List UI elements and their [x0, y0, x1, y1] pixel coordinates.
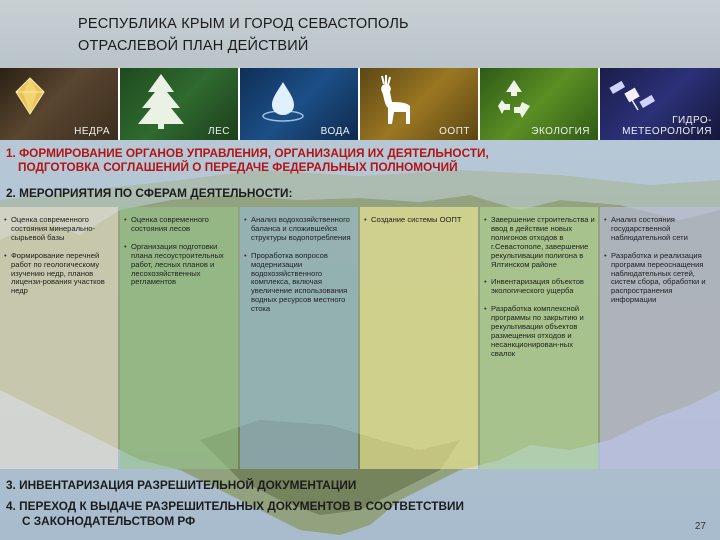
list-item: • Инвентаризация объектов экологического ущерба	[484, 278, 595, 296]
page-number: 27	[694, 521, 706, 532]
water-drop-icon	[258, 76, 308, 126]
slide-title-line-2: ОТРАСЛЕВОЙ ПЛАН ДЕЙСТВИЙ	[78, 38, 309, 54]
point-1	[6, 147, 706, 174]
point-2: 2. МЕРОПРИЯТИЯ ПО СФЕРАМ ДЕЯТЕЛЬНОСТИ:	[6, 186, 293, 200]
column-oopt	[360, 207, 478, 469]
column-nedra	[0, 207, 118, 469]
crystal-icon	[10, 76, 50, 116]
list-item: • Анализ состояния государственной наблюдательной сети	[604, 216, 717, 243]
column-oopt-list	[360, 207, 478, 234]
tile-nedra	[0, 68, 118, 140]
point-4-line-2: С ЗАКОНОДАТЕЛЬСТВОМ РФ	[22, 514, 196, 528]
tile-label-oopt: ООПТ	[439, 126, 470, 137]
list-item: • Организация подготовки плана лесоустроительных работ, лесных планов и лесохозяйственных регламентов	[124, 243, 235, 288]
tile-label-gidrometeorologiya	[622, 115, 712, 137]
column-les-list	[120, 207, 238, 296]
point-1-text	[6, 147, 706, 174]
tile-label-gidro-line-1: ГИДРО-	[672, 115, 712, 126]
tile-gidrometeorologiya	[600, 68, 720, 140]
slide-title-line-1: РЕСПУБЛИКА КРЫМ И ГОРОД СЕВАСТОПОЛЬ	[78, 16, 409, 32]
satellite-icon	[608, 74, 658, 118]
list-item: • Завершение строительства и ввод в действие новых полигонов отходов в г.Севастополе, завершение рекультивации полигона в Ялтинском районе	[484, 216, 595, 269]
list-item: • Разработка и реализация программ переоснащения наблюдательных сетей, систем сбора, обработки и распространения информации	[604, 252, 717, 305]
tile-label-ekologiya: ЭКОЛОГИЯ	[531, 126, 590, 137]
list-item: • Создание системы ООПТ	[364, 216, 475, 225]
point-1-line-1: 1. ФОРМИРОВАНИЕ ОРГАНОВ УПРАВЛЕНИЯ, ОРГАНИЗАЦИЯ ИХ ДЕЯТЕЛЬНОСТИ,	[6, 146, 489, 160]
column-les	[120, 207, 238, 469]
tile-label-nedra: НЕДРА	[74, 126, 110, 137]
column-voda	[240, 207, 358, 469]
column-gidrometeorologiya	[600, 207, 720, 469]
category-icon-strip	[0, 68, 720, 140]
list-item: • Оценка современного состояния лесов	[124, 216, 235, 234]
list-item: • Формирование перечней работ по геологическому изучению недр, планов лицензи-рования участков недр	[4, 252, 115, 297]
point-4-line-1: 4. ПЕРЕХОД К ВЫДАЧЕ РАЗРЕШИТЕЛЬНЫХ ДОКУМЕНТОВ В СООТВЕТСТВИИ	[6, 499, 464, 513]
tile-label-gidro-line-2: МЕТЕОРОЛОГИЯ	[622, 126, 712, 137]
column-ekologiya	[480, 207, 598, 469]
point-4	[6, 499, 464, 529]
slide-header	[0, 0, 720, 68]
list-item: • Анализ водохозяйственного баланса и сложившейся структуры водопотребления	[244, 216, 355, 243]
point-1-line-2: ПОДГОТОВКА СОГЛАШЕНИЙ О ПЕРЕДАЧЕ ФЕДЕРАЛЬНЫХ ПОЛНОМОЧИЙ	[18, 159, 458, 174]
tile-label-voda: ВОДА	[320, 126, 350, 137]
column-nedra-list	[0, 207, 118, 305]
tile-label-les: ЛЕС	[208, 126, 230, 137]
list-item: • Разработка комплексной программы по закрытию и рекультивации объектов размещения отходов и несанкционирован-ных свалок	[484, 305, 595, 358]
column-gidro-list	[600, 207, 720, 314]
column-ekologiya-list	[480, 207, 598, 368]
tile-voda	[240, 68, 358, 140]
point-3: 3. ИНВЕНТАРИЗАЦИЯ РАЗРЕШИТЕЛЬНОЙ ДОКУМЕНТАЦИИ	[6, 478, 357, 492]
fir-tree-icon	[134, 72, 188, 130]
column-voda-list	[240, 207, 358, 323]
tile-ekologiya	[480, 68, 598, 140]
deer-icon	[368, 72, 418, 132]
recycle-icon	[492, 76, 536, 120]
tile-oopt	[360, 68, 478, 140]
list-item: • Оценка современного состояния минерально-сырьевой базы	[4, 216, 115, 243]
list-item: • Проработка вопросов модернизации водохозяйственного комплекса, включая увеличение использования водных ресурсов местного стока	[244, 252, 355, 314]
tile-les	[120, 68, 238, 140]
